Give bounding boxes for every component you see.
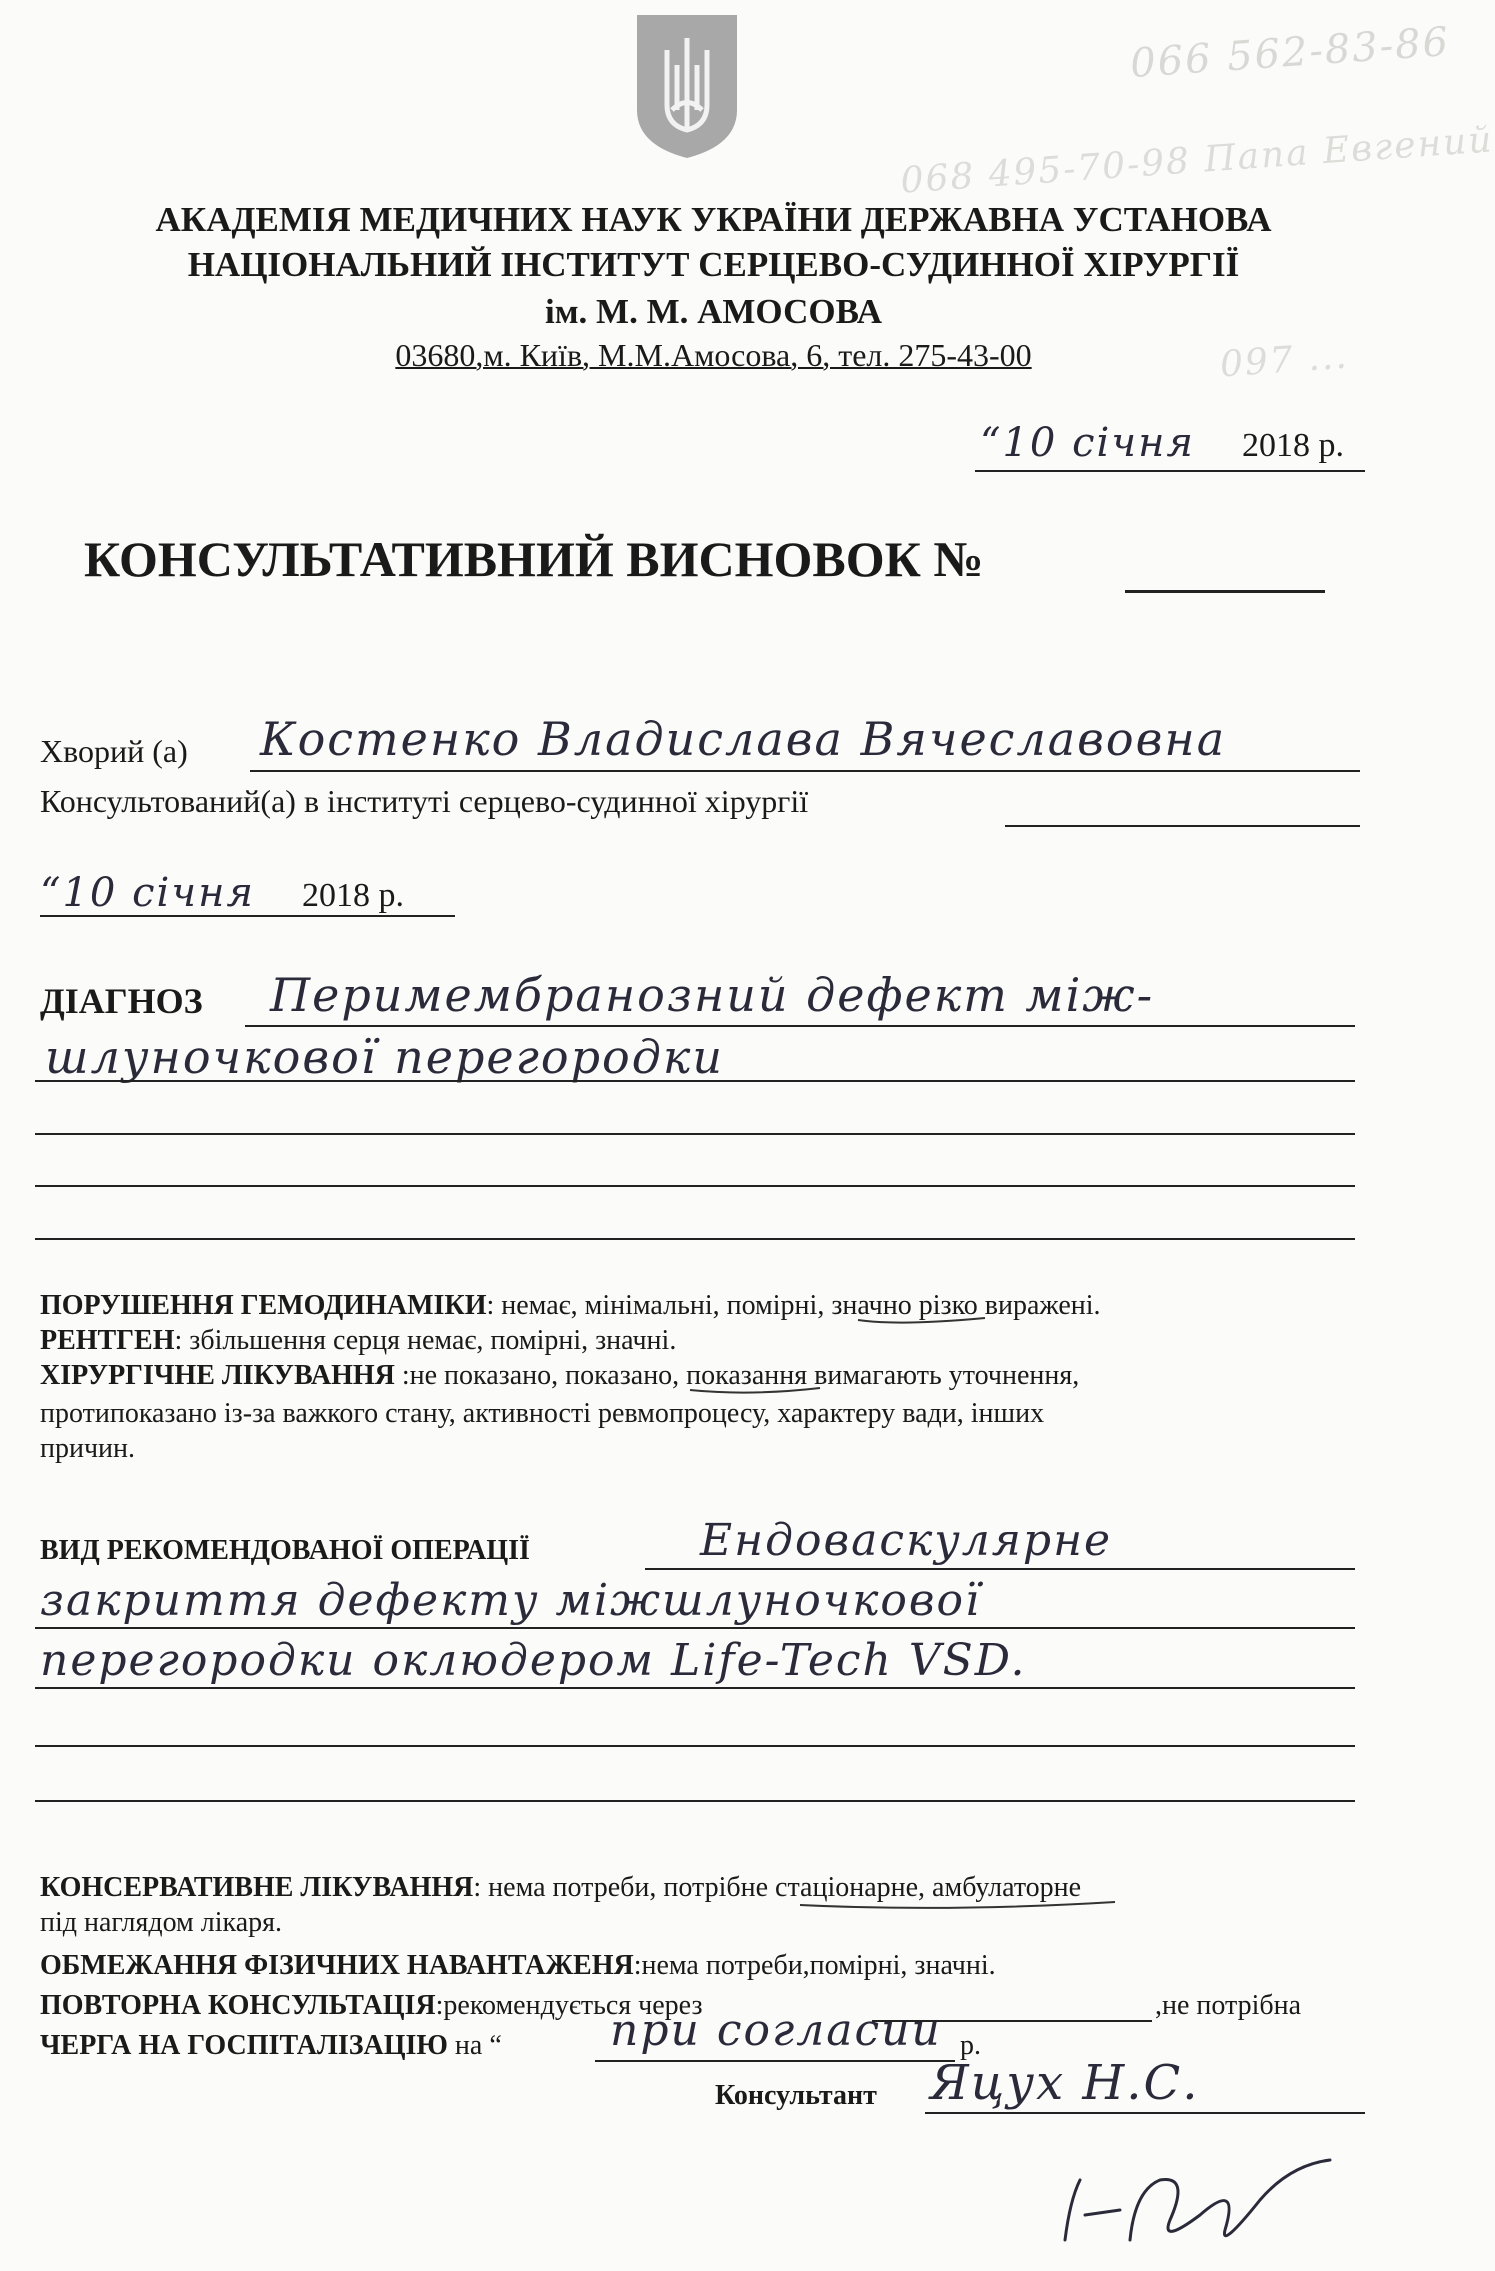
patient-name-handwritten: Костенко Владислава Вячеславовна	[260, 712, 1227, 766]
hemodynamics-label: ПОРУШЕННЯ ГЕМОДИНАМІКИ	[40, 1290, 487, 1321]
queue-handwritten: при согласии	[610, 2005, 942, 2056]
conservative-line-2: під наглядом лікаря.	[40, 1907, 283, 1938]
consultant-label: Консультант	[715, 2080, 877, 2111]
repeat-consult-row	[40, 1990, 703, 2022]
consultant-name-handwritten: Яцух Н.С.	[930, 2055, 1200, 2111]
operation-line-1: Ендоваскулярне	[700, 1515, 1113, 1566]
operation-label: ВИД РЕКОМЕНДОВАНОЇ ОПЕРАЦІЇ	[40, 1535, 530, 1566]
xray-text: : збільшення серця немає, помірні, значні.	[174, 1325, 677, 1356]
patient-label: Хворий (а)	[40, 733, 188, 769]
queue-suffix: р.	[960, 2030, 981, 2061]
restrictions-text: :нема потреби,помірні, значні.	[633, 1950, 996, 1981]
institution-line-3: ім. М. М. АМОСОВА	[544, 292, 882, 331]
margin-note-1: 066 562-83-86	[1128, 18, 1452, 88]
diagnosis-line-1: Перимембранозний дефект між-	[270, 968, 1155, 1022]
conservative-row	[40, 1872, 1081, 1904]
queue-text: на “	[447, 2030, 502, 2061]
queue-row	[40, 2030, 502, 2062]
consult-date-handwritten: “10 січня	[40, 870, 255, 916]
date-top-suffix: р.	[1318, 427, 1344, 464]
institution-line-1: АКАДЕМІЯ МЕДИЧНИХ НАУК УКРАЇНИ ДЕРЖАВНА УСТАНОВА	[155, 200, 1272, 239]
surgery-text: :не показано, показано, показання вимагають уточнення,	[394, 1360, 1080, 1391]
institution-line-2: НАЦІОНАЛЬНИЙ ІНСТИТУТ СЕРЦЕВО-СУДИННОЇ ХІРУРГІЇ	[187, 245, 1240, 284]
consult-date-year: 2018	[301, 877, 370, 914]
operation-line-2: закриття дефекту міжшлуночкової	[40, 1575, 982, 1626]
diagnosis-line-2: шлуночкової перегородки	[45, 1030, 724, 1084]
diagnosis-label: ДІАГНОЗ	[40, 981, 203, 1021]
repeat-consult-text: :рекомендується через	[435, 1990, 703, 2021]
conservative-text: : нема потреби, потрібне стаціонарне, амбулаторне	[473, 1872, 1082, 1903]
institution-address: 03680,м. Київ, М.М.Амосова, 6, тел. 275-43-00	[395, 337, 1032, 373]
consult-date-suffix: р.	[378, 877, 404, 914]
margin-note-3: 097 ...	[1218, 335, 1350, 386]
restrictions-row	[40, 1950, 996, 1982]
restrictions-label: ОБМЕЖАННЯ ФІЗИЧНИХ НАВАНТАЖЕНЯ	[40, 1950, 634, 1981]
date-top-year: 2018	[1241, 427, 1310, 464]
surgery-label: ХІРУРГІЧНЕ ЛІКУВАННЯ	[40, 1360, 395, 1391]
queue-label: ЧЕРГА НА ГОСПІТАЛІЗАЦІЮ	[40, 2030, 448, 2061]
surgery-line-3: причин.	[40, 1433, 136, 1464]
repeat-consult-text-2: ,не потрібна	[1155, 1990, 1302, 2021]
consultant-signature	[1050, 2120, 1350, 2250]
xray-label: РЕНТГЕН	[40, 1325, 175, 1356]
hemodynamics-text: : немає, мінімальні, помірні, значно різко виражені.	[486, 1290, 1101, 1321]
consulted-label: Консультований(а) в інституті серцево-судинної хірургії	[40, 783, 809, 819]
operation-line-3: перегородки оклюдером Life-Tech VSD.	[40, 1635, 1027, 1686]
surgery-line-2: протипоказано із-за важкого стану, активності ревмопроцесу, характеру вади, інших	[40, 1398, 1045, 1429]
margin-note-2: 068 495-70-98 Папа Евгений	[899, 119, 1495, 202]
document-title: КОНСУЛЬТАТИВНИЙ ВИСНОВОК №	[84, 531, 984, 587]
date-top-handwritten: “10 січня	[980, 420, 1195, 466]
repeat-consult-label: ПОВТОРНА КОНСУЛЬТАЦІЯ	[40, 1990, 436, 2021]
conservative-label: КОНСЕРВАТИВНЕ ЛІКУВАННЯ	[40, 1872, 474, 1903]
